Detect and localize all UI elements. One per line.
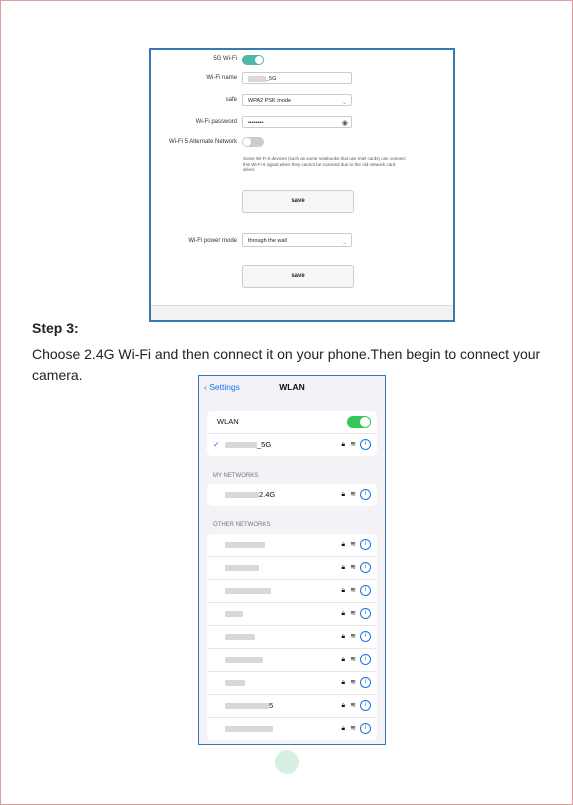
other-network-row[interactable] <box>207 695 377 718</box>
info-icon[interactable]: i <box>360 539 371 550</box>
phone-wlan-screen <box>198 375 386 745</box>
info-icon[interactable]: i <box>360 700 371 711</box>
other-network-name: 5 <box>269 701 274 710</box>
wifi5g-label: 5G Wi-Fi <box>213 56 237 62</box>
nav-bar <box>199 376 385 398</box>
wifi-icon: ≋ <box>350 656 356 663</box>
wifi-icon: ≋ <box>350 541 356 548</box>
wifi-name-label: Wi-Fi name <box>206 75 237 81</box>
power-mode-select[interactable]: through the wall ⌄ <box>242 233 352 247</box>
my-networks-header: MY NETWORKS <box>213 473 259 479</box>
lock-icon: 🔒︎ <box>341 656 346 663</box>
wifi-icon: ≋ <box>350 633 356 640</box>
wlan-toggle[interactable] <box>347 416 371 428</box>
wifi-icon: ≋ <box>350 702 356 709</box>
info-icon[interactable]: i <box>360 439 371 450</box>
lock-icon: 🔒︎ <box>341 491 346 498</box>
save-button[interactable]: save <box>242 190 354 213</box>
info-icon[interactable]: i <box>360 654 371 665</box>
chevron-down-icon: ⌄ <box>341 100 347 106</box>
wifi-icon: ≋ <box>350 491 356 498</box>
other-network-row[interactable] <box>207 603 377 626</box>
other-network-row[interactable] <box>207 557 377 580</box>
page-title: WLAN <box>279 382 305 392</box>
wifi-icon: ≋ <box>350 441 356 448</box>
other-network-row[interactable] <box>207 718 377 740</box>
alt-network-label: Wi-Fi 5 Alternate Network <box>168 139 237 145</box>
info-icon[interactable]: i <box>360 585 371 596</box>
other-network-row[interactable] <box>207 626 377 649</box>
lock-icon: 🔒︎ <box>341 587 346 594</box>
power-mode-label: Wi-Fi power mode <box>188 238 237 244</box>
safe-label: safe <box>225 97 237 103</box>
save-button-2[interactable]: save <box>242 265 354 288</box>
connected-network-name: _5G <box>257 440 272 449</box>
other-network-row[interactable] <box>207 534 377 557</box>
lock-icon: 🔒︎ <box>341 541 346 548</box>
wifi5g-toggle[interactable] <box>242 55 264 65</box>
my-network-row[interactable] <box>207 484 377 506</box>
other-network-row[interactable] <box>207 649 377 672</box>
wifi-icon: ≋ <box>350 610 356 617</box>
wlan-group <box>207 411 377 456</box>
router-settings-panel <box>149 48 455 322</box>
other-networks-group <box>207 534 377 740</box>
step-heading: Step 3: <box>32 320 79 336</box>
other-networks-header: OTHER NETWORKS <box>213 522 271 528</box>
other-network-row[interactable] <box>207 580 377 603</box>
chevron-down-icon: ⌄ <box>341 240 347 246</box>
lock-icon: 🔒︎ <box>341 679 346 686</box>
info-icon[interactable]: i <box>360 608 371 619</box>
wifi-icon: ≋ <box>350 679 356 686</box>
lock-icon: 🔒︎ <box>341 702 346 709</box>
wifi-password-label: Wi-Fi password <box>195 119 237 125</box>
my-networks-group <box>207 484 377 506</box>
lock-icon: 🔒︎ <box>341 633 346 640</box>
wlan-label: WLAN <box>217 417 239 426</box>
my-network-name: 2.4G <box>259 490 276 499</box>
connected-network-row[interactable] <box>207 434 377 456</box>
info-icon[interactable]: i <box>360 677 371 688</box>
wlan-toggle-row <box>207 411 377 434</box>
step-instructions: Choose 2.4G Wi-Fi and then connect it on your phone.Then begin to connect your camera. <box>32 346 541 383</box>
back-button[interactable]: ‹ Settings <box>204 382 240 392</box>
lock-icon: 🔒︎ <box>341 564 346 571</box>
checkmark-icon: ✓ <box>213 440 220 449</box>
info-icon[interactable]: i <box>360 489 371 500</box>
eye-off-icon[interactable]: ◉ <box>341 120 348 127</box>
chevron-left-icon: ‹ <box>204 382 210 392</box>
info-icon[interactable]: i <box>360 723 371 734</box>
alt-network-note: Some Wi-Fi 5 devices (such as some notebooks that use Intel cards) can connect this Wi-Fi 6 signal when they cannot be scanned due to the old network card driver. <box>243 156 406 172</box>
page-marker <box>275 750 299 774</box>
lock-icon: 🔒︎ <box>341 725 346 732</box>
other-network-row[interactable] <box>207 672 377 695</box>
wifi-name-input[interactable]: _5G <box>242 72 352 84</box>
router-footer <box>151 305 453 320</box>
wifi-password-input[interactable]: •••••••• ◉ <box>242 116 352 128</box>
lock-icon: 🔒︎ <box>341 441 346 448</box>
safe-select[interactable]: WPA2 PSK mode ⌄ <box>242 94 352 106</box>
lock-icon: 🔒︎ <box>341 610 346 617</box>
wifi-icon: ≋ <box>350 564 356 571</box>
info-icon[interactable]: i <box>360 562 371 573</box>
alt-network-toggle[interactable] <box>242 137 264 147</box>
wifi-icon: ≋ <box>350 587 356 594</box>
info-icon[interactable]: i <box>360 631 371 642</box>
wifi-icon: ≋ <box>350 725 356 732</box>
